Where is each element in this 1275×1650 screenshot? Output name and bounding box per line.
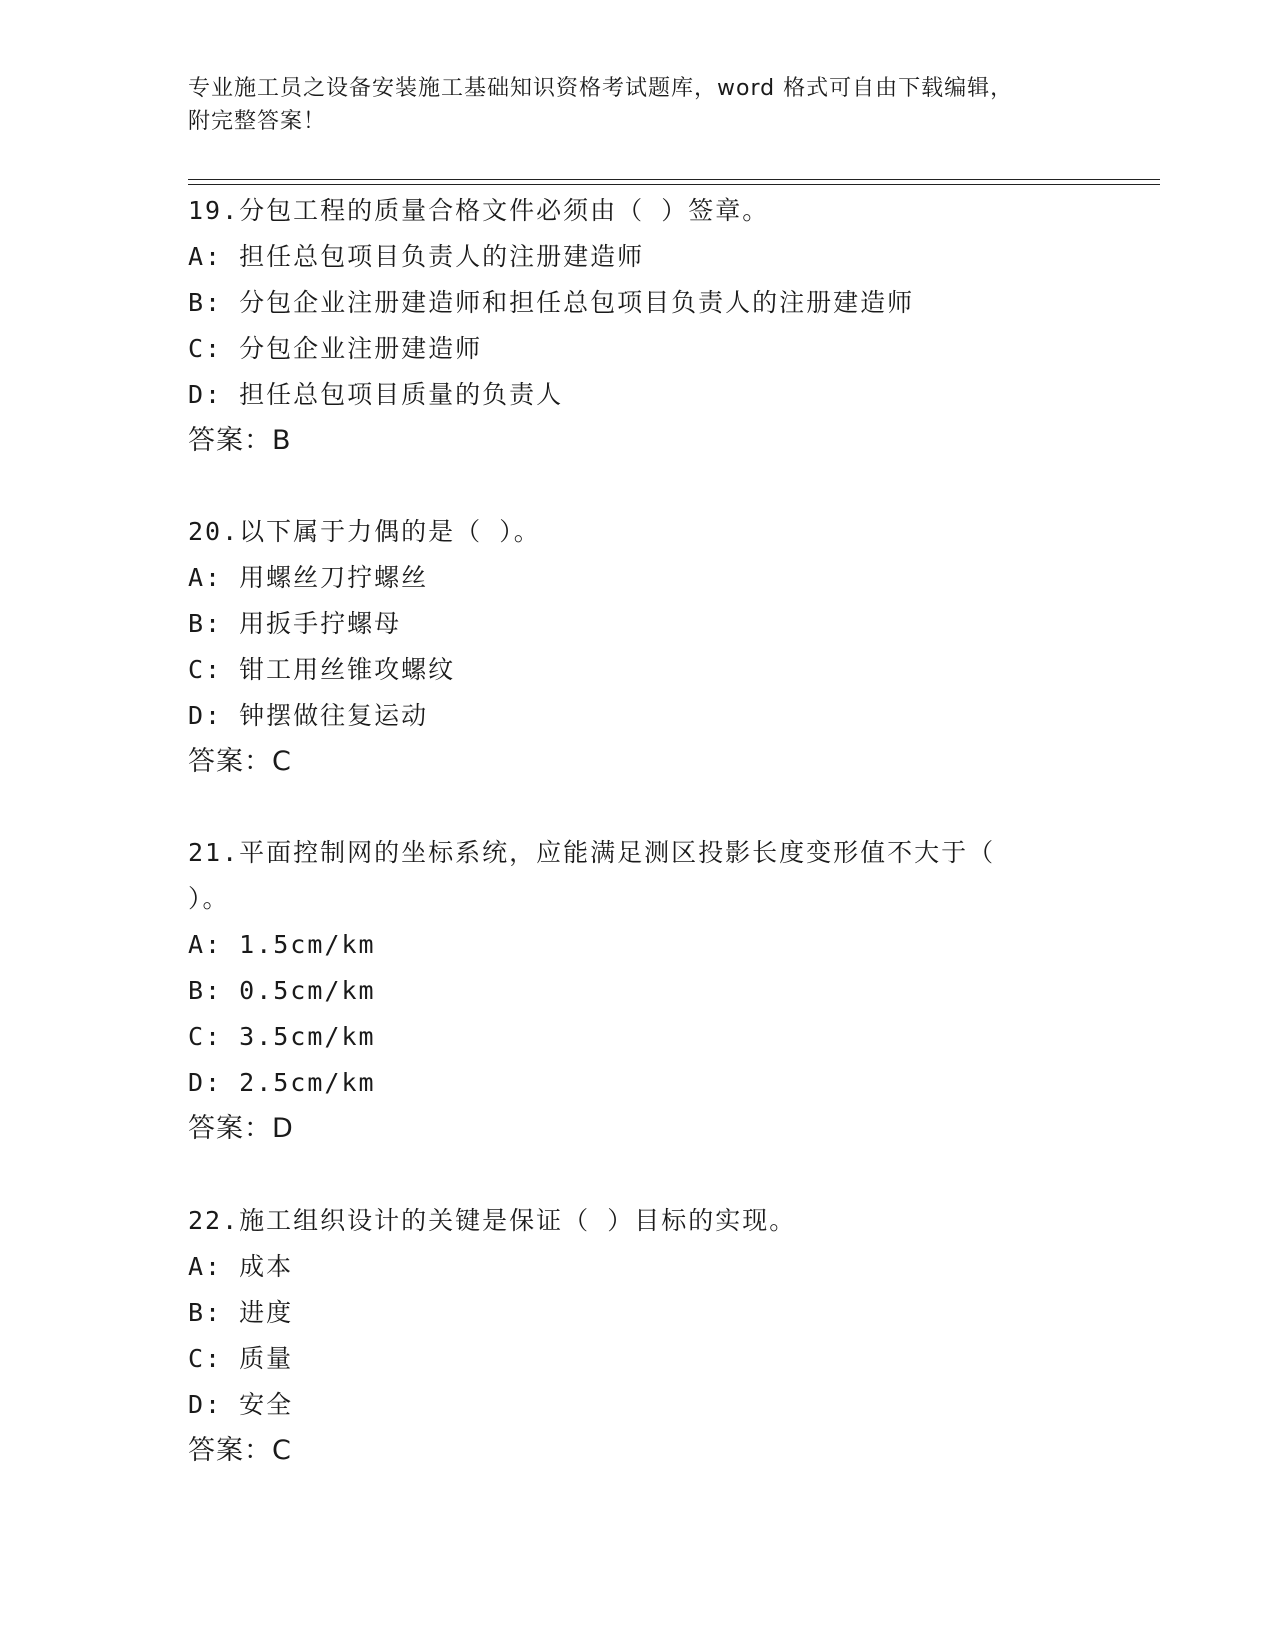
option-d: D: 担任总包项目质量的负责人	[188, 380, 564, 409]
option-c: C: 钳工用丝锥攻螺纹	[188, 655, 456, 684]
option-b: B: 进度	[188, 1298, 294, 1327]
question-19	[188, 188, 1068, 464]
option-a: A: 成本	[188, 1252, 294, 1281]
question-stem: 21.平面控制网的坐标系统，应能满足测区投影长度变形值不大于（ ）。	[188, 838, 996, 913]
option-d: D: 2.5cm/km	[188, 1068, 376, 1097]
question-22	[188, 1198, 1068, 1474]
option-d: D: 钟摆做往复运动	[188, 701, 429, 730]
header-divider-top	[188, 179, 1160, 180]
question-20	[188, 509, 1068, 785]
option-b: B: 用扳手拧螺母	[188, 609, 402, 638]
answer-label: 答案：C	[188, 746, 292, 777]
option-a: A: 用螺丝刀拧螺丝	[188, 563, 429, 592]
option-c: C: 分包企业注册建造师	[188, 334, 483, 363]
question-stem: 22.施工组织设计的关键是保证（ ）目标的实现。	[188, 1206, 797, 1235]
option-d: D: 安全	[188, 1390, 294, 1419]
option-b: B: 分包企业注册建造师和担任总包项目负责人的注册建造师	[188, 288, 915, 317]
option-c: C: 质量	[188, 1344, 294, 1373]
question-21	[188, 830, 1048, 1152]
question-stem: 19.分包工程的质量合格文件必须由（ ）签章。	[188, 196, 770, 225]
option-b: B: 0.5cm/km	[188, 976, 376, 1005]
document-header	[188, 72, 1088, 138]
option-a: A: 1.5cm/km	[188, 930, 376, 959]
header-line-2: 附完整答案！	[188, 109, 327, 134]
answer-label: 答案：B	[188, 425, 292, 456]
question-stem: 20.以下属于力偶的是（ ）。	[188, 517, 541, 546]
option-a: A: 担任总包项目负责人的注册建造师	[188, 242, 645, 271]
answer-label: 答案：D	[188, 1113, 294, 1144]
option-c: C: 3.5cm/km	[188, 1022, 376, 1051]
header-divider-bottom	[188, 184, 1160, 185]
answer-label: 答案：C	[188, 1435, 292, 1466]
header-line-1: 专业施工员之设备安装施工基础知识资格考试题库，word 格式可自由下载编辑，	[188, 76, 1014, 101]
